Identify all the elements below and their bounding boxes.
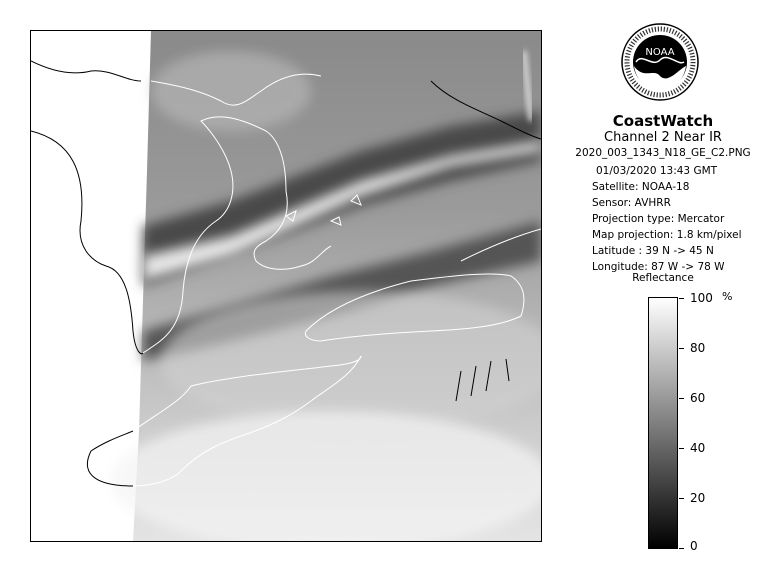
satellite: Satellite: NOAA-18 <box>592 181 690 193</box>
scale-label: Reflectance <box>632 272 694 284</box>
satellite-image <box>31 31 541 541</box>
latitude: Latitude : 39 N -> 45 N <box>592 245 714 257</box>
projection-type: Projection type: Mercator <box>592 213 725 225</box>
map-projection: Map projection: 1.8 km/pixel <box>592 229 742 241</box>
tick-label: 20 <box>690 491 706 505</box>
tick-label: 0 <box>690 539 698 553</box>
satellite-map[interactable] <box>30 30 542 542</box>
tick-label: 40 <box>690 441 706 455</box>
tick-mark <box>679 498 684 499</box>
tick-mark <box>679 298 684 299</box>
tick-label: 80 <box>690 341 706 355</box>
logo-text: NOAA <box>645 47 675 58</box>
lake-michigan-coast <box>31 131 143 354</box>
scale-unit: % <box>722 290 733 303</box>
tick-label: 60 <box>690 391 706 405</box>
datetime: 01/03/2020 13:43 GMT <box>596 165 718 177</box>
noaa-logo <box>620 22 700 102</box>
app-title: CoastWatch <box>612 112 714 130</box>
tick-mark <box>679 548 684 549</box>
sensor: Sensor: AVHRR <box>592 197 671 209</box>
tick-mark <box>679 348 684 349</box>
longitude: Longitude: 87 W -> 78 W <box>592 261 725 273</box>
reflectance-colorbar <box>648 297 678 549</box>
channel-title: Channel 2 Near IR <box>604 130 722 145</box>
tick-label: 100 <box>690 291 713 305</box>
tick-mark <box>679 398 684 399</box>
tick-mark <box>679 448 684 449</box>
filename: 2020_003_1343_N18_GE_C2.PNG <box>575 147 751 159</box>
